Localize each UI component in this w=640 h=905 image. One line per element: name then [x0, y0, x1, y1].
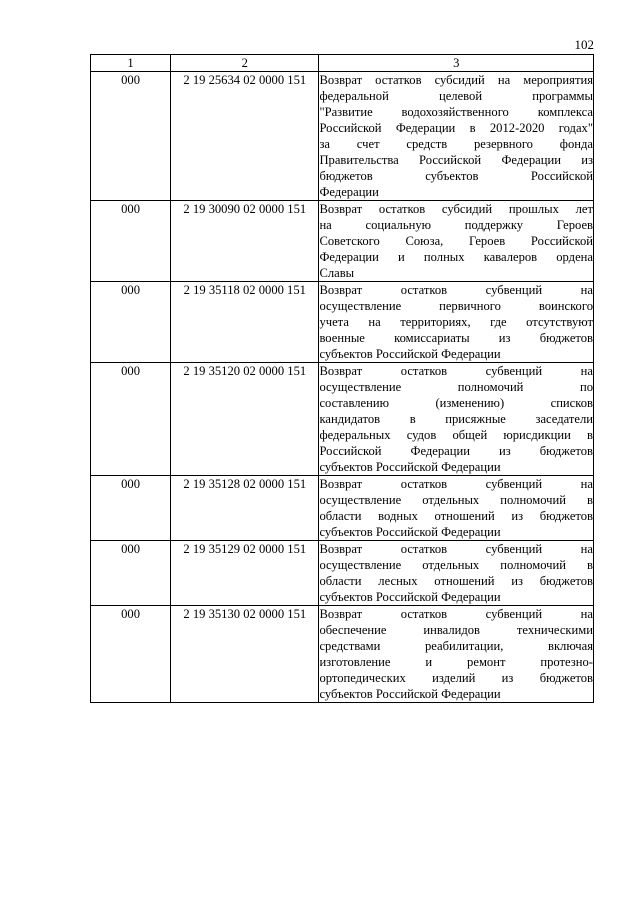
income-name-cell	[319, 476, 594, 541]
income-name-line: Правительства Российской Федерации из	[319, 153, 593, 167]
income-name-line: обеспечение инвалидов техническими	[319, 623, 593, 637]
income-name-line: осуществление отдельных полномочий в	[319, 493, 593, 507]
page-number: 102	[574, 37, 594, 52]
income-name-line: Возврат остатков субвенций на	[319, 542, 593, 556]
admin-code-cell: 000	[91, 201, 171, 282]
budget-code-cell: 2 19 25634 02 0000 151	[171, 72, 319, 201]
income-name-line: субъектов Российской Федерации	[319, 460, 501, 474]
income-name-cell	[319, 72, 594, 201]
admin-code-cell: 000	[91, 363, 171, 476]
income-name-cell	[319, 606, 594, 703]
income-name-line: Российской Федерации в 2012-2020 годах"	[319, 121, 593, 135]
income-name-line: субъектов Российской Федерации	[319, 525, 501, 539]
income-name-line: субъектов Российской Федерации	[319, 347, 501, 361]
table-body	[91, 72, 594, 703]
table-row	[91, 606, 594, 703]
table-row	[91, 476, 594, 541]
table-row	[91, 72, 594, 201]
budget-code-cell: 2 19 35120 02 0000 151	[171, 363, 319, 476]
income-name-cell	[319, 541, 594, 606]
income-name-line: Возврат остатков субсидий прошлых лет	[319, 202, 593, 216]
budget-code-cell: 2 19 30090 02 0000 151	[171, 201, 319, 282]
income-name-cell	[319, 363, 594, 476]
income-name-line: Возврат остатков субвенций на	[319, 477, 593, 491]
budget-code-cell: 2 19 35129 02 0000 151	[171, 541, 319, 606]
column-header-3: 3	[319, 55, 594, 72]
income-name-line: Федерации	[319, 185, 379, 199]
income-name-line: кандидатов в присяжные заседатели	[319, 412, 593, 426]
column-header-1: 1	[91, 55, 171, 72]
admin-code-cell: 000	[91, 606, 171, 703]
income-name-line: на социальную поддержку Героев	[319, 218, 593, 232]
budget-code-cell: 2 19 35118 02 0000 151	[171, 282, 319, 363]
income-name-line: Возврат остатков субвенций на	[319, 283, 593, 297]
income-name-line: за счет средств резервного фонда	[319, 137, 593, 151]
income-name-line: осуществление отдельных полномочий в	[319, 558, 593, 572]
income-name-line: Возврат остатков субсидий на мероприятия	[319, 73, 593, 87]
income-name-line: Российской Федерации из бюджетов	[319, 444, 593, 458]
income-name-line: Возврат остатков субвенций на	[319, 607, 593, 621]
income-name-line: ортопедических изделий из бюджетов	[319, 671, 593, 685]
income-name-line: федеральной целевой программы	[319, 89, 593, 103]
budget-code-cell: 2 19 35128 02 0000 151	[171, 476, 319, 541]
income-name-line: субъектов Российской Федерации	[319, 687, 501, 701]
budget-codes-table	[90, 54, 594, 703]
income-name-line: Возврат остатков субвенций на	[319, 364, 593, 378]
income-name-line: "Развитие водохозяйственного комплекса	[319, 105, 593, 119]
income-name-line: субъектов Российской Федерации	[319, 590, 501, 604]
income-name-line: бюджетов субъектов Российской	[319, 169, 593, 183]
table-header-row	[91, 55, 594, 72]
income-name-line: Советского Союза, Героев Российской	[319, 234, 593, 248]
income-name-cell	[319, 201, 594, 282]
income-name-line: осуществление полномочий по	[319, 380, 593, 394]
income-name-line: военные комиссариаты из бюджетов	[319, 331, 593, 345]
table-row	[91, 363, 594, 476]
income-name-line: федеральных судов общей юрисдикции в	[319, 428, 593, 442]
admin-code-cell: 000	[91, 72, 171, 201]
income-name-line: составлению (изменению) списков	[319, 396, 593, 410]
income-name-line: области лесных отношений из бюджетов	[319, 574, 593, 588]
admin-code-cell: 000	[91, 476, 171, 541]
income-name-line: осуществление первичного воинского	[319, 299, 593, 313]
admin-code-cell: 000	[91, 282, 171, 363]
budget-code-cell: 2 19 35130 02 0000 151	[171, 606, 319, 703]
income-name-cell	[319, 282, 594, 363]
table-row	[91, 541, 594, 606]
income-name-line: изготовление и ремонт протезно-	[319, 655, 593, 669]
income-name-line: учета на территориях, где отсутствуют	[319, 315, 593, 329]
income-name-line: Славы	[319, 266, 355, 280]
table-row	[91, 201, 594, 282]
table-row	[91, 282, 594, 363]
income-name-line: области водных отношений из бюджетов	[319, 509, 593, 523]
column-header-2: 2	[171, 55, 319, 72]
income-name-line: Федерации и полных кавалеров ордена	[319, 250, 593, 264]
admin-code-cell: 000	[91, 541, 171, 606]
income-name-line: средствами реабилитации, включая	[319, 639, 593, 653]
